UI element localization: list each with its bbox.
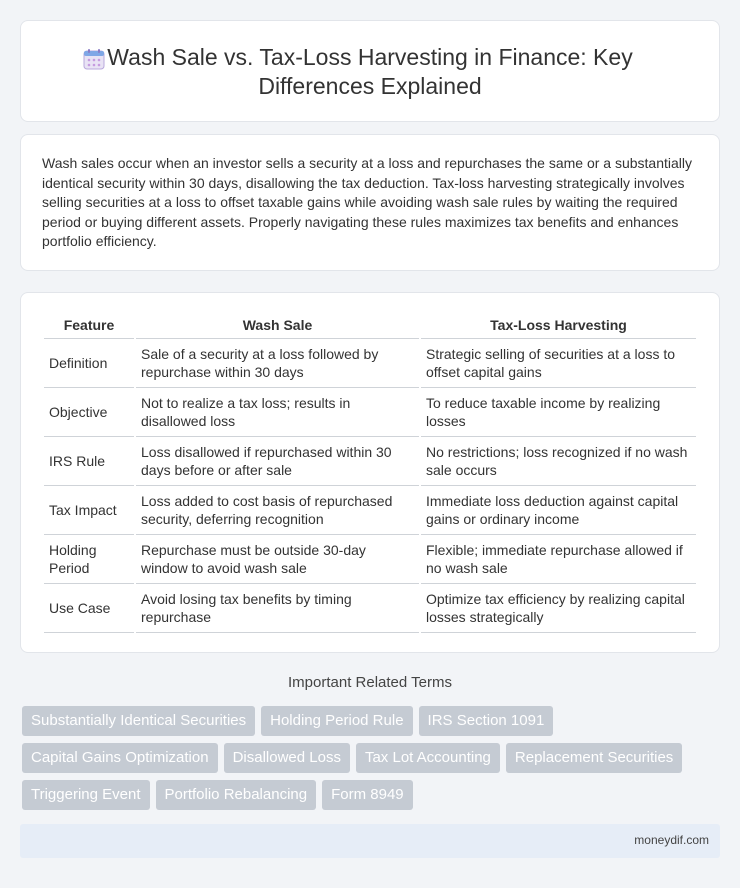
wash-sale-cell: Repurchase must be outside 30-day window to avoid wash sale — [136, 535, 419, 584]
feature-cell: IRS Rule — [44, 437, 134, 486]
tax-loss-harvesting-cell: Flexible; immediate repurchase allowed if no wash sale — [421, 535, 696, 584]
tag-replacement-securities[interactable]: Replacement Securities — [506, 743, 682, 773]
feature-cell: Use Case — [44, 584, 134, 633]
feature-cell: Objective — [44, 388, 134, 437]
title-card — [20, 20, 720, 122]
table-row — [44, 437, 696, 486]
comparison-table — [42, 313, 698, 633]
wash-sale-cell: Avoid losing tax benefits by timing repurchase — [136, 584, 419, 633]
related-terms-tags — [22, 706, 722, 817]
intro-card — [20, 134, 720, 271]
table-row — [44, 584, 696, 633]
wash-sale-cell: Not to realize a tax loss; results in disallowed loss — [136, 388, 419, 437]
tax-loss-harvesting-cell: Strategic selling of securities at a loss to offset capital gains — [421, 339, 696, 388]
tag-holding-period-rule[interactable]: Holding Period Rule — [261, 706, 412, 736]
tag-row — [22, 780, 722, 810]
wash-sale-cell: Sale of a security at a loss followed by repurchase within 30 days — [136, 339, 419, 388]
intro-paragraph: Wash sales occur when an investor sells a security at a loss and repurchases the same or a substantially identical security within 30 days, disallowing the tax deduction. Tax-loss harvesting strategically involves selling securities at a loss to offset taxable gains while avoiding wash sale rules by waiting the required period or buying different assets. Properly navigating these rules maximizes tax benefits and enhances portfolio efficiency. — [42, 155, 693, 250]
related-terms-title: Important Related Terms — [288, 674, 452, 691]
tag-triggering-event[interactable]: Triggering Event — [22, 780, 150, 810]
tag-row — [22, 706, 722, 736]
tag-tax-lot-accounting[interactable]: Tax Lot Accounting — [356, 743, 500, 773]
wash-sale-cell: Loss added to cost basis of repurchased security, deferring recognition — [136, 486, 419, 535]
tax-loss-harvesting-cell: No restrictions; loss recognized if no wash sale occurs — [421, 437, 696, 486]
table-row — [44, 535, 696, 584]
table-row — [44, 388, 696, 437]
footer — [20, 824, 720, 858]
feature-cell: Definition — [44, 339, 134, 388]
page-title: Wash Sale vs. Tax-Loss Harvesting in Finance: Key Differences Explained — [107, 44, 633, 99]
header-feature: Feature — [44, 313, 134, 339]
tax-loss-harvesting-cell: Immediate loss deduction against capital gains or ordinary income — [421, 486, 696, 535]
feature-cell: Holding Period — [44, 535, 134, 584]
header-wash-sale: Wash Sale — [136, 313, 419, 339]
footer-site-link[interactable]: moneydif.com — [634, 833, 709, 847]
tag-row — [22, 743, 722, 773]
wash-sale-cell: Loss disallowed if repurchased within 30 days before or after sale — [136, 437, 419, 486]
tag-substantially-identical-securities[interactable]: Substantially Identical Securities — [22, 706, 255, 736]
table-row — [44, 339, 696, 388]
table-row — [44, 486, 696, 535]
tag-form-8949[interactable]: Form 8949 — [322, 780, 413, 810]
tax-loss-harvesting-cell: Optimize tax efficiency by realizing capital losses strategically — [421, 584, 696, 633]
feature-cell: Tax Impact — [44, 486, 134, 535]
tag-disallowed-loss[interactable]: Disallowed Loss — [224, 743, 350, 773]
tax-loss-harvesting-cell: To reduce taxable income by realizing losses — [421, 388, 696, 437]
tag-portfolio-rebalancing[interactable]: Portfolio Rebalancing — [156, 780, 317, 810]
table-header-row — [44, 313, 696, 339]
tag-irs-section-1091[interactable]: IRS Section 1091 — [419, 706, 554, 736]
header-tax-loss-harvesting: Tax-Loss Harvesting — [421, 313, 696, 339]
tag-capital-gains-optimization[interactable]: Capital Gains Optimization — [22, 743, 218, 773]
comparison-table-card — [20, 292, 720, 653]
